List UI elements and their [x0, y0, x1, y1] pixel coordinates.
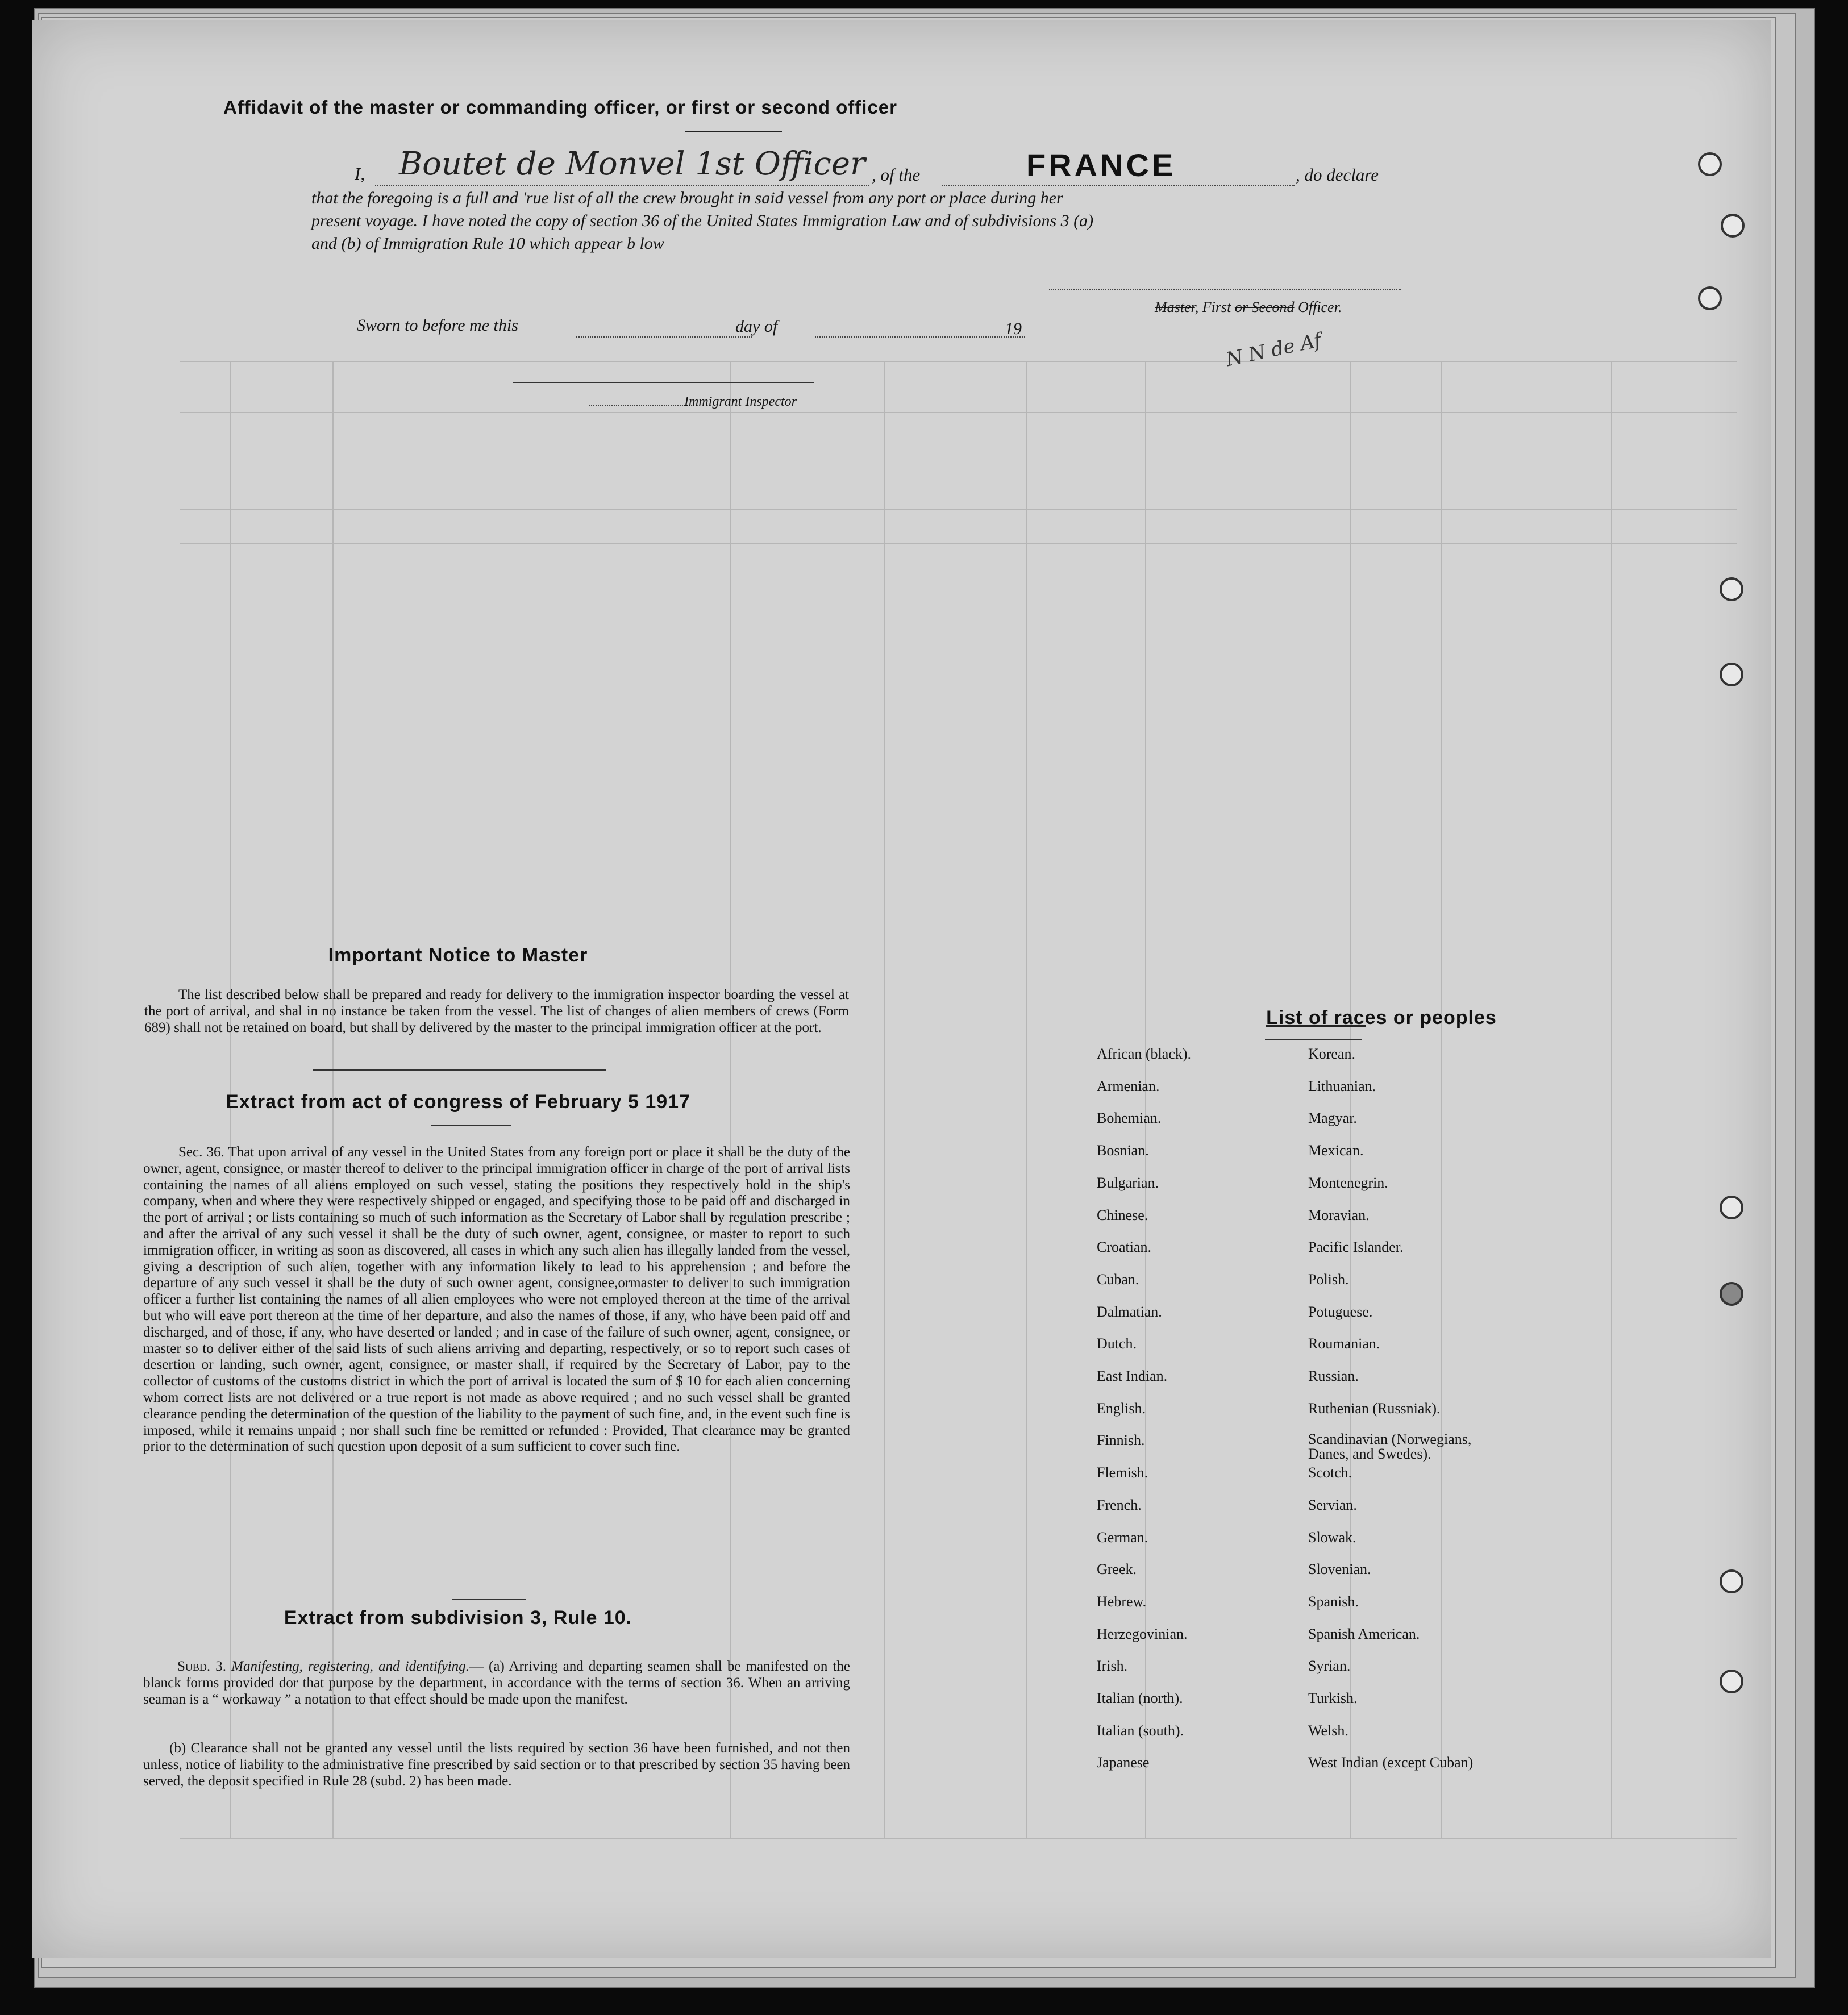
subd-heading: Manifesting, registering, and identifying.	[231, 1659, 469, 1674]
race-item: Slovenian.	[1308, 1561, 1371, 1578]
binder-hole	[1698, 286, 1722, 310]
inspector-label: Immigrant Inspector	[684, 394, 797, 409]
race-item: Syrian.	[1308, 1658, 1351, 1675]
signer-field-line	[375, 185, 869, 186]
race-item: Turkish.	[1308, 1690, 1358, 1706]
sworn-label: Sworn to before me this	[357, 316, 518, 335]
sworn-day-line	[576, 336, 752, 338]
races-title-underline	[1266, 1025, 1366, 1027]
officer-suffix: Officer.	[1294, 299, 1342, 315]
affidavit-line-3: present voyage. I have noted the copy of section 36 of the United States Immigration Law and of subdivisions 3 (a)	[311, 211, 1094, 230]
section-36-label: Sec. 36.	[178, 1144, 224, 1160]
binder-hole	[1720, 1670, 1743, 1693]
race-item: Scandinavian (Norwegians, Danes, and Swedes).	[1308, 1431, 1472, 1463]
race-item: Bohemian.	[1097, 1110, 1162, 1127]
race-item: Montenegrin.	[1308, 1174, 1388, 1191]
binder-hole	[1720, 1569, 1743, 1593]
race-item: African (black).	[1097, 1046, 1192, 1062]
race-item: Italian (north).	[1097, 1690, 1183, 1706]
subd-para-a: — (a) Arriving and departing seamen shall be manifested on the blanck forms provided dor that purpose by the department, in accordance with the terms of section 36. When an arriving seaman is a “ workaway ” a notation to that effect should be made upon the manifest.	[143, 1659, 851, 1707]
officer-title	[1155, 299, 1342, 316]
officer-signature-line	[1049, 289, 1401, 290]
binder-hole	[1720, 1282, 1743, 1306]
binder-hole	[1720, 663, 1743, 686]
race-item: East Indian.	[1097, 1368, 1168, 1384]
race-item: English.	[1097, 1400, 1146, 1417]
of-the-label: , of the	[872, 165, 921, 185]
race-item: Scotch.	[1308, 1464, 1352, 1481]
officer-first: , First	[1194, 299, 1231, 315]
divider	[1265, 1039, 1362, 1040]
sworn-year-label: 19	[1005, 319, 1022, 338]
races-title: List of races or peoples	[1266, 1007, 1497, 1029]
notice-title: Important Notice to Master	[328, 944, 588, 966]
race-item: Hebrew.	[1097, 1593, 1147, 1610]
race-item: Korean.	[1308, 1046, 1356, 1062]
sworn-day-label: day of	[735, 317, 778, 336]
subdivision-b-text	[143, 1740, 850, 1789]
sworn-month-line	[815, 336, 1025, 338]
race-item: Croatian.	[1097, 1239, 1152, 1256]
extract-1-title: Extract from act of congress of February 5 1917	[226, 1091, 690, 1113]
subd-para-b: Clearance shall not be granted any vessel until the lists required by section 36 have been furnished, and not then unless, notice of liability to the administrative fine prescribed by said section or to that prescribed by section 35 having been served, the deposit specified in Rule 28 (subd. 2) has been made.	[143, 1741, 850, 1789]
race-item: Irish.	[1097, 1658, 1128, 1675]
race-item: Magyar.	[1308, 1110, 1357, 1127]
race-item: Servian.	[1308, 1496, 1357, 1513]
race-item: Cuban.	[1097, 1271, 1139, 1288]
affidavit-line-4: and (b) of Immigration Rule 10 which appear b low	[311, 234, 664, 253]
section-36-body: That upon arrival of any vessel in the United States from any foreign port or place it shall be the duty of the owner, agent, consignee, or master thereof to deliver to the principal immigration officer in charge of the port of arrival lists containing the names of all aliens employed on such vessel, stating the positions they respectively hold in the ship's company, when and where they were respectively shipped or engaged, and specifying those to be paid off and discharged in the port of arrival ; or lists containing so much of such information as the Secretary of Labor shall by regulation prescribe ; and after the arrival of any such vessel it shall be the duty of such owner, agent, consignee, or master to report to such immigration officer, in writing as soon as discovered, all cases in which any such alien has illegally landed from the vessel, giving a description of such alien, together with any information likely to lead to his apprehension ; and before the departure of any such vessel it shall be the duty of such owner agent, consignee,ormaster to deliver to such immigration officer a further list containing the names of all alien employees who were not employed thereon at the time of the arrival but who will eave port thereon at the time of her departure, and also the names of those, if any, who have been paid off and discharged, and of those, if any, who have deserted or landed ; and in case of the failure of such owner, agent, consignee, or master so to deliver either of the said lists of such aliens arriving and departing, respectively, or so to report such cases of desertion or landing, such owner, agent, consignee, or master shall, if required by the Secretary of Labor, pay to the collector of customs of the customs district in which the port of arrival is located the sum of $ 10 for each alien concerning whom correct lists are not delivered or a true report is not made as above required ; and no such vessel shall be granted clearance pending the determination of the question of the liability to the payment of such fine, and, in the event such fine is imposed, while it remains unpaid ; nor shall such fine be remitted or refunded : Provided, That clearance may be granted prior to the determination of such question upon deposit of a sum sufficient to cover such fine.	[143, 1144, 850, 1455]
subdivision-a-text	[143, 1658, 850, 1708]
affidavit-line-2: that the foregoing is a full and 'rue list of all the crew brought in said vessel from any port or place during her	[311, 189, 1063, 207]
race-item: Dutch.	[1097, 1335, 1137, 1352]
binder-hole	[1721, 214, 1745, 238]
race-item: Italian (south).	[1097, 1722, 1184, 1739]
race-item: Russian.	[1308, 1368, 1359, 1384]
race-item: Potuguese.	[1308, 1303, 1373, 1320]
race-item: Armenian.	[1097, 1077, 1160, 1094]
binder-hole	[1720, 1196, 1743, 1219]
race-item: Spanish.	[1308, 1593, 1359, 1610]
binder-hole	[1698, 152, 1722, 176]
race-item: Pacific Islander.	[1308, 1239, 1404, 1256]
section-36-text	[143, 1144, 850, 1455]
signer-signature: Boutet de Monvel 1st Officer	[399, 145, 865, 182]
race-item: Ruthenian (Russniak).	[1308, 1400, 1441, 1417]
race-item: Moravian.	[1308, 1206, 1370, 1223]
race-item: French.	[1097, 1496, 1142, 1513]
race-item: West Indian (except Cuban)	[1308, 1754, 1474, 1771]
race-item: Polish.	[1308, 1271, 1349, 1288]
affidavit-i-label: I,	[355, 164, 365, 184]
divider	[313, 1069, 606, 1071]
race-item: Slowak.	[1308, 1529, 1356, 1546]
officer-master: Master	[1155, 299, 1195, 315]
divider	[685, 131, 782, 132]
race-item: Spanish American.	[1308, 1625, 1420, 1642]
race-item: Lithuanian.	[1308, 1077, 1376, 1094]
race-item: Bosnian.	[1097, 1142, 1149, 1159]
race-item: Mexican.	[1308, 1142, 1364, 1159]
binder-hole	[1720, 577, 1743, 601]
do-declare-label: , do declare	[1296, 165, 1379, 185]
vessel-field-line	[942, 185, 1295, 186]
margin-scrawl: N N de Af	[1223, 328, 1323, 372]
inspector-dotline	[589, 405, 697, 406]
race-item: Herzegovinian.	[1097, 1625, 1188, 1642]
race-item: Welsh.	[1308, 1722, 1348, 1739]
officer-second: or Second	[1234, 299, 1295, 315]
race-item: Chinese.	[1097, 1206, 1148, 1223]
race-item: Greek.	[1097, 1561, 1137, 1578]
race-item: Dalmatian.	[1097, 1303, 1162, 1320]
divider	[452, 1599, 526, 1600]
race-item: Roumanian.	[1308, 1335, 1380, 1352]
race-item: Japanese	[1097, 1754, 1150, 1771]
affidavit-title: Affidavit of the master or commanding officer, or first or second officer	[223, 97, 897, 118]
notice-body: The list described below shall be prepared and ready for delivery to the immigration inspector boarding the vessel at the port of arrival, and shal in no instance be taken from the vessel. The list of changes of alien members of crews (Form 689) shall not be retained on board, but shall by delivered by the master to the principal immigration officer at the port.	[144, 987, 849, 1035]
subd-b-label: (b)	[169, 1741, 186, 1756]
race-item: German.	[1097, 1529, 1148, 1546]
document-sheet	[32, 20, 1771, 1958]
inspector-signature-line	[513, 382, 814, 383]
subd-label: Subd. 3.	[177, 1659, 227, 1674]
race-item: Flemish.	[1097, 1464, 1148, 1481]
divider	[431, 1125, 511, 1126]
race-item: Bulgarian.	[1097, 1174, 1159, 1191]
extract-2-title: Extract from subdivision 3, Rule 10.	[284, 1607, 632, 1629]
vessel-name: FRANCE	[1026, 147, 1176, 183]
race-item: Finnish.	[1097, 1432, 1145, 1449]
